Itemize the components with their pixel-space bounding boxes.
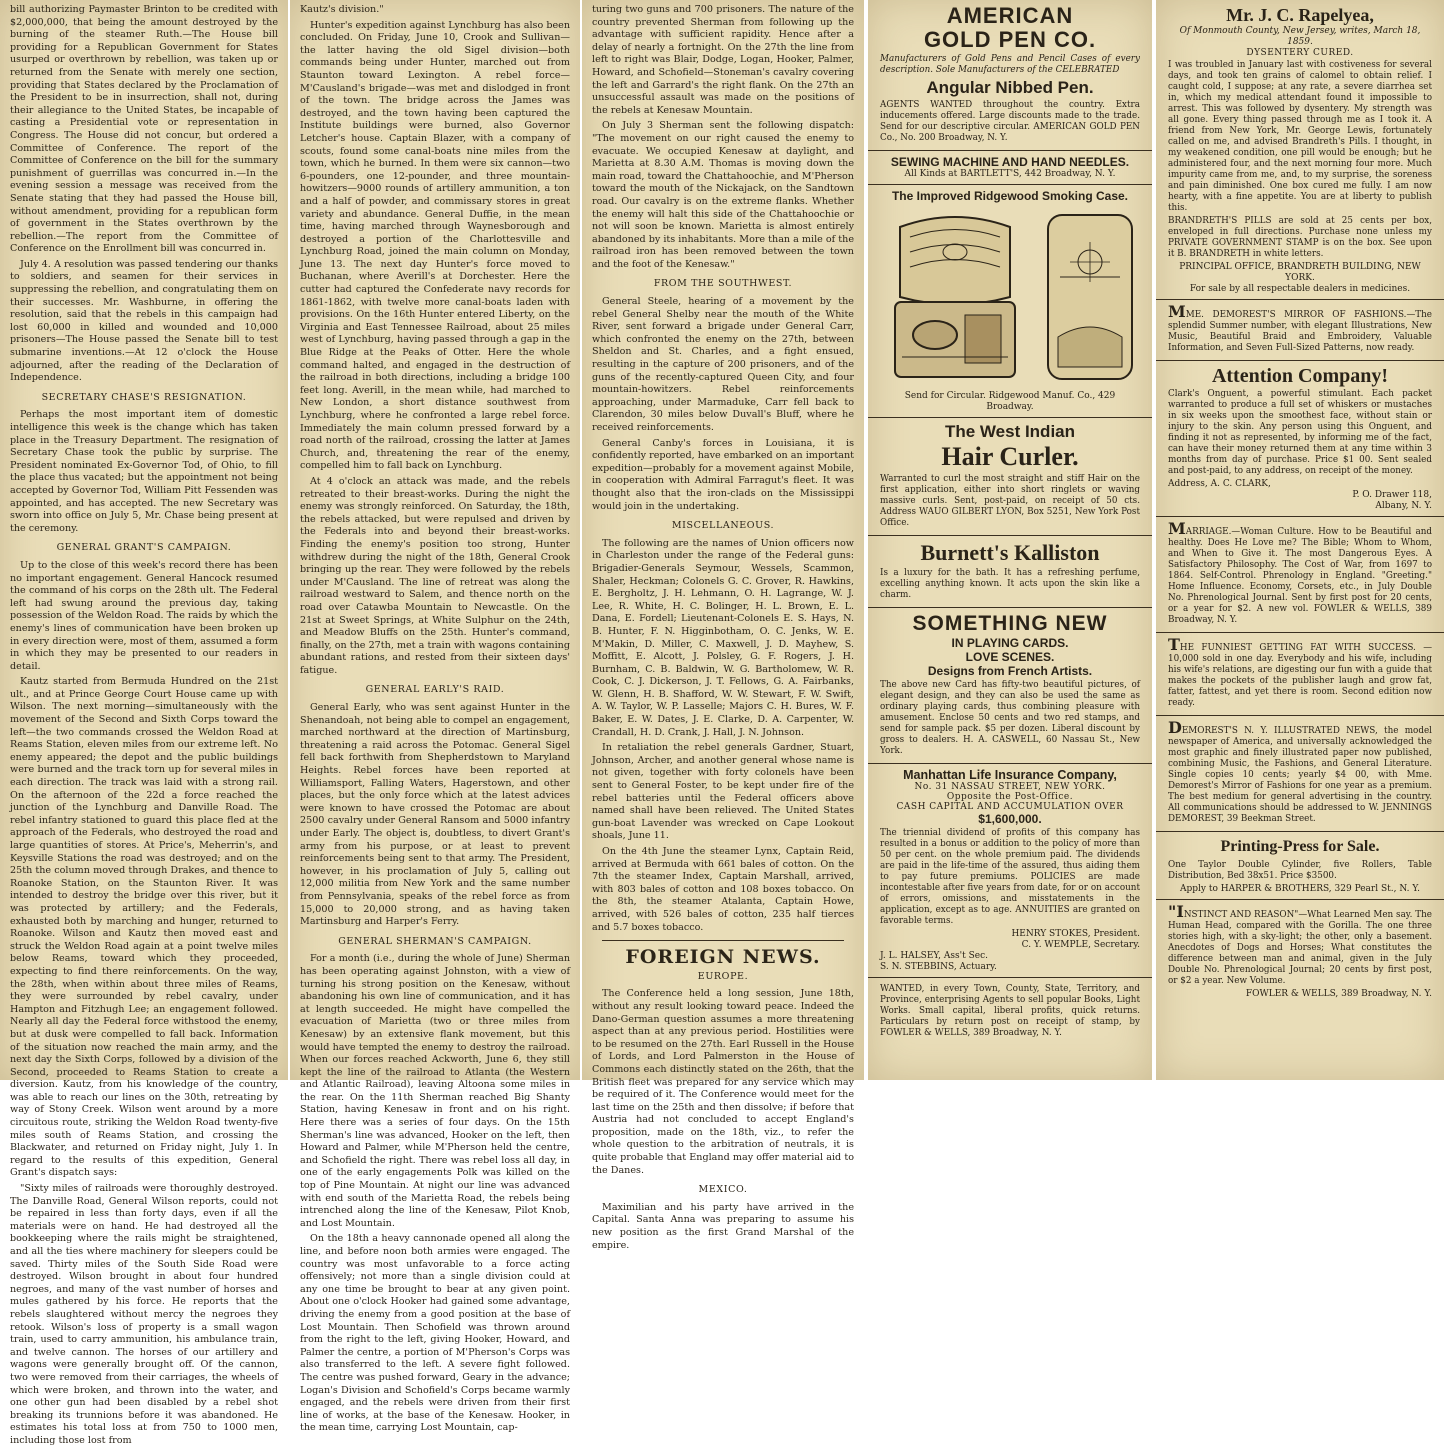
heading-early-raid: GENERAL EARLY'S RAID.	[365, 684, 505, 696]
ad-address: Albany, N. Y.	[1375, 501, 1432, 511]
heading-mexico: MEXICO.	[698, 1184, 748, 1196]
news-column-1	[0, 0, 288, 1446]
col3-paragraph: Maximilian and his party have arrived in the Capital. Santa Anna was preparing to assume his new position as the first Grand Marshal of the empire.	[592, 1201, 854, 1251]
ad-amount: $1,600,000.	[978, 812, 1042, 826]
ad-body: Manufacturers of Gold Pens and Pencil Cases of every description. Sole Manufacturers of the CELEBRATED	[880, 54, 1140, 75]
ad-subtitle: Angular Nibbed Pen.	[926, 78, 1094, 97]
col3-paragraph: The Conference held a long session, June 18th, without any result looking toward peace. Indeed the Dano-German question assumes a more threatening aspect than at any previous period. Hostilities were to be resumed on the 27th. Earl Russell in the House of Lords, and Lord Palmerston in the House of Commons each distinctly stated on the 26th, that the British fleet was prepared for any service which may be required of it. The Conference would meet for the last time on the 25th and then dissolve; if before that Austria had not concluded to accept England's proposition, made on the 18th, viz., to refer the whole question to the arbitration of neutrals, it is quite probable that England may offer material aid to the Danes.	[592, 988, 854, 1176]
ad-instinct-reason	[1156, 900, 1444, 1004]
col3-paragraph: In retaliation the rebel generals Gardner, Stuart, Johnson, Archer, and another general whose name is not given, together with forty colonels have been sent to General Foster, to be kept under fire of the rebel batteries until the Federal officers above named shall have been relieved. The United States gun-boat Lavender was wrecked on Cape Lookout shoals, June 11.	[592, 742, 854, 842]
ad-subtitle: CASH CAPITAL AND ACCUMULATION OVER	[896, 802, 1124, 812]
ad-subtitle: No. 31 NASSAU STREET, NEW YORK.	[914, 782, 1106, 792]
ad-playing-cards	[868, 608, 1152, 764]
ad-title: The Improved Ridgewood Smoking Case.	[891, 189, 1129, 203]
closed-case-illustration	[1040, 207, 1140, 387]
col1-paragraph: Up to the close of this week's record there has been no important engagement. General Hancock resumed the command of his corps on the 28th ult. The Federal left had swung around the previous day, taking possession of the Weldon Road. The raids by which the enemy's lines of communication have been broken up in every direction were, most of them, assumed a form in which they may be presented to our readers in detail.	[10, 559, 278, 672]
ad-title: Attention Company!	[1211, 365, 1389, 387]
col1-paragraph: Kautz started from Bermuda Hundred on the 21st ult., and at Prince George Court House came up with Wilson. The next morning—simultaneously with the movement of the Second and Sixth Corps toward the left—the two commands crossed the Weldon Road at Reams Station, eleven miles from our extreme left. No enemy appeared; the depot and the public buildings were burned and the track torn up for several miles in each direction. The track was laid with a strong rail. On the afternoon of the 22d a force reached the junction of the Lynchburg and Danville Road. The rebel infantry stationed to guard this place fled at the approach of the Federals, who destroyed the road and large quantities of stores. At Price's, Meherrin's, and Keysville Stations the road was destroyed; and on the 25th the column moved through Drakes, and thence to Roanoke Station, on the Staunton River. It was intended to destroy the bridge over this river, but it was protected by artillery; and the Federals, exhausted both by marching and hunger, returned to Roanoke. Wilson and Kautz then moved east and struck the Weldon Road again at a point twelve miles below Reams, toward which they proceeded, expecting to find there reinforcements. On the way, the 28th, when within about three miles of Reams, they were surrounded by rebel cavalry, under Hampton and Fitzhugh Lee; an engagement followed. Nearly all day the Federal force withstood the enemy, but at dusk were compelled to fall back. Information of the situation now reached the main army, and the next day the Sixth Corps, followed by a division of the Second, proceeded to Reams Station to create a diversion. Kautz, from his knowledge of the country, was able to reach our lines on the 30th, retreating by way of Stony Creek. Wilson went around by a more circuitous route, striking the Weldon Road twenty-five miles south of Reams Station, and crossing the Blackwater, and returned on Friday night, July 1. In regard to the results of this expedition, General Grant's dispatch says:	[10, 676, 278, 1179]
ad-body: MARRIAGE.—Woman Culture. How to be Beautiful and healthy. Does He Love me? The Bible; Whom to Whom, and When to Give it. The most Dangerous Eyes. A Satisfactory Philosophy. The Cost of War, from 1697 to 1864. Self-Control. Phrenology in England. "Greeting." Home Influence. Economy, Corsets, etc., in July Double No. Phrenological Journal. Sent by first post for 20 cents, or a year for $2. A new vol. FOWLER & WELLS, 389 Broadway, N. Y.	[1168, 519, 1432, 625]
ad-funniest	[1156, 633, 1444, 716]
heading-chase-resignation: SECRETARY CHASE'S RESIGNATION.	[41, 391, 247, 403]
column-2-text	[290, 0, 580, 1435]
col3-paragraph: turing two guns and 700 prisoners. The nature of the country prevented Sherman from following up the advantage with sufficient rapidity. Hence after a delay of nearly a fortnight. On the 27th the line from left to right was Blair, Dodge, Logan, Hooker, Palmer, Howard, and Schofield—Stoneman's cavalry covering the left and Garrard's the right flank. On the 27th an unsuccessful assault was made on the positions of the rebels at Kenesaw Mountain.	[592, 4, 854, 116]
ads-column-4	[868, 0, 1152, 1080]
col2-paragraph: For a month (i.e., during the whole of June) Sherman has been operating against Johnston, with a view of turning his strong position on the Kenesaw, without abandoning his own line of communication, and it has at length succeeded. He might have compelled the evacuation of Marietta (two or three miles from Kenesaw) by an extensive flank movement, but this would have tempted the enemy to destroy the railroad. When our forces reached Ackworth, June 6, they still kept the line of the railroad to Atlanta (the Western and Atlantic Railroad), leaving Altoona some miles in the rear. On the 11th Sherman reached Big Shanty Station, having Kenesaw in front and on his right. Here there was a series of four days. On the 15th Sherman's line was advanced, Hooker on the left, then Howard and Palmer, while M'Pherson held the centre, and Schofield the right. There was rebel loss all day, in one of the early engagements Polk was killed on the top of Pine Mountain. At night our line was advanced with end south of the Marietta Road, the rebels being intrenched along the line of the Kenesaw, Pilot Knob, and Lost Mountain.	[300, 953, 570, 1229]
col3-paragraph: General Canby's forces in Louisiana, it is confidently reported, have embarked on an important expedition—probably for a movement against Mobile, in cooperation with Admiral Farragut's fleet. It was thought also that the iron-clads on the Mississippi would join in the undertaking.	[592, 437, 854, 512]
ad-body: DEMOREST'S N. Y. ILLUSTRATED NEWS, the model newspaper of America, and universally acknowledged the most graphic and finely illustrated paper now published, combining Music, the Fashions, and General Literature. Single copies 10 cents; yearly $4 00, with Mme. Demorest's Mirror of Fashions for one year as a premium. The best medium for general advertising in the country. All communications should be addressed to W. JENNINGS DEMOREST, 39 Beekman Street.	[1168, 718, 1432, 824]
ads-column-5	[1156, 0, 1444, 1080]
ad-body: For sale by all respectable dealers in medicines.	[1189, 284, 1411, 294]
ad-body: Clark's Onguent, a powerful stimulant. Each packet warranted to produce a full set of whiskers or mustaches in six weeks upon the smoothest face, without stain or injury to the skin. Any person using this Onguent, and finding it not as represented, by informing me of the fact, can have their money returned them at any time within 3 months from day of purchase. Price $1 00. Sent sealed and post-paid, to any address, on receipt of the money.	[1168, 389, 1432, 476]
col2-paragraph: Kautz's division."	[300, 4, 384, 15]
ad-body: Warranted to curl the most straight and stiff Hair on the first application, either into short ringlets or waving massive curls. Sent, post-paid, on receipt of 50 cts. Address WAUO GILBERT LYON, Box 5251, New York Post Office.	[880, 474, 1140, 528]
open-case-illustration	[880, 207, 1030, 387]
ad-subtitle: Opposite the Post-Office.	[946, 792, 1074, 802]
ad-illustrated-news	[1156, 716, 1444, 832]
ad-address: Apply to HARPER & BROTHERS, 329 Pearl St., N. Y.	[1180, 884, 1420, 894]
ad-attention-company	[1156, 361, 1444, 517]
ad-signature: S. N. STEBBINS, Actuary.	[880, 962, 997, 972]
ad-body: MME. DEMOREST'S MIRROR OF FASHIONS.—The splendid Summer number, with elegant Illustrations, New Music, Beautiful Braid and Embroidery, Valuable Information, and Seven Full-Sized Patterns, now ready.	[1168, 302, 1432, 353]
ad-address: P. O. Drawer 118,	[1352, 490, 1432, 500]
ad-office: PRINCIPAL OFFICE, BRANDRETH BUILDING, NEW YORK.	[1179, 262, 1421, 283]
heading-sherman-campaign: GENERAL SHERMAN'S CAMPAIGN.	[338, 935, 532, 947]
ad-title: SOMETHING NEW	[912, 612, 1108, 635]
ad-sewing-needles	[868, 151, 1152, 185]
col3-paragraph: The following are the names of Union officers now in Charleston under the range of the Federal guns: Brigadier-Generals Seymour, Wessels, Scammon, Shaler, Heckman; Colonels G. C. Grover, R. Hawkins, E. Bergholtz, J. H. Lehmann, O. H. Lagrange, W. J. Lee, R. White, H. C. Bolinger, H. L. Brown, E. L. Dana, E. Fordell; Lieutenant-Colonels E. S. Hays, N. B. Hunter, F. N. Higginbotham, O. C. Jenks, W. E. M'Makin, D. Miller, C. Maxwell, J. D. Mayhew, S. Moffitt, E. Alcott, J. Polsley, G. F. Rogers, J. H. Burnham, C. B. Baldwin, W. G. Bartholomew, W. R. Cook, C. J. Dickerson, J. T. Fellows, G. A. Fairbanks, W. Glenn, H. B. Shafford, W. W. Stewart, F. W. Swift, A. W. Taylor, W. P. Lasselle; Majors C. H. Bures, W. F. Baker, E. W. Dates, J. E. Clarke, D. A. Carpenter, W. Crandall, H. D. Crank, J. Hall, J. N. Johnson.	[592, 537, 854, 738]
col1-paragraph: bill authorizing Paymaster Brinton to be credited with $2,000,000, that being the amount destroyed by the burning of the steamer Ruth.—The House bill providing for a Republican Government for States usurped or overthrown by rebellion, was taken up or returned from the Senate with merely one section, providing that States declared by the Proclamation of the President to be in insurrection, shall not, during their allegiance to the United States, be incapable of casting a Presidential vote or representation in Congress. The House did not concur, but ordered a Committee of Conference. The report of the Committee of Conference on the bill for the summary punishment of guerrillas was concurred in.—In the evening session a message was received from the Senate stating that they had passed the House bill, without amendment, providing for a republican form of government in the States overthrown by the rebellion.—The report from the Committee of Conference on the Enrollment bill was concurred in.	[10, 4, 278, 255]
ad-agents-wanted	[868, 978, 1152, 1045]
ad-body: The above new Card has fifty-two beautiful pictures, of elegant design, and they can also be used the same as ordinary playing cards, thus combining pleasure with amusement. Enclose 50 cents and two red stamps, and send for sample pack. $5 per dozen. Liberal discount by gross to dealers. H. A. CASWELL, 60 Nassau St., New York.	[880, 680, 1140, 756]
ad-title: Hair Curler.	[941, 442, 1079, 471]
ad-body: All Kinds at BARTLETT'S, 442 Broadway, N. Y.	[904, 169, 1116, 179]
col3-paragraph: General Steele, hearing of a movement by the rebel General Shelby near the mouth of the White River, sent forward a brigade under General Carr, which confronted the enemy on the 27th, between Sheldon and St. Charles, and a fight ensued, resulting in the capture of 200 prisoners, and of the guns of the recently-captured Queen City, and four mountain-howitzers. Rebel reinforcements approaching, under Marmaduke, Carr fell back to Clarendon, 30 miles below Duvall's Bluff, where he received reinforcements.	[592, 296, 854, 433]
ad-title: GOLD PEN CO.	[923, 27, 1097, 52]
ad-printing-press	[1156, 832, 1444, 900]
ad-subtitle: Designs from French Artists.	[927, 664, 1093, 678]
ad-title: The West Indian	[944, 422, 1076, 441]
ad-address: Address, A. C. CLARK,	[1168, 479, 1271, 489]
ad-subtitle: LOVE SCENES.	[965, 650, 1055, 664]
ad-title: Printing-Press for Sale.	[1220, 838, 1380, 855]
col2-paragraph: At 4 o'clock an attack was made, and the rebels retreated to their breast-works. During the night the enemy was strongly reinforced. On Saturday, the 18th, the rebels attacked, but were repulsed and driven by the Federals into and beyond their breast-works. Finding the enemy's position too strong, Hunter withdrew during the night of the 18th, General Crook bringing up the rear. They were followed by the rebels under M'Causland. The line of retreat was along the railroad westward to Salem, and thence north on the road over Catawba Mountain to Newcastle. On the 21st at Sweet Springs, at White Sulphur on the 24th, and Meadow Bluffs on the 25th. Hunter's command, finally, on the 27th, met a train with wagons containing abundant rations, and rested from their sixteen days' fatigue.	[300, 475, 570, 676]
ad-body: THE FUNNIEST GETTING FAT WITH SUCCESS. —10,000 sold in one day. Everybody and his wife, including his wife's relations, are digesting our fun with a guide that makes the pockets of the publisher laugh and grow fat, fatter, fattest, and yet there is room. Second edition now ready.	[1168, 635, 1432, 708]
heading-miscellaneous: MISCELLANEOUS.	[671, 520, 775, 532]
news-column-3	[582, 0, 864, 1251]
ad-smoking-case	[868, 185, 1152, 418]
ad-subtitle: IN PLAYING CARDS.	[951, 636, 1069, 650]
col2-paragraph: On the 18th a heavy cannonade opened all along the line, and before noon both armies were engaged. The country was most unfavorable to a force acting offensively; not more than a single division could at any one time be brought to bear at any given point. About one o'clock Hooker had gained some advantage, driving the enemy from a good position at the base of Lost Mountain. Then Schofield was thrown around from the right to the left, giving Hooker, Howard, and Palmer the centre, a portion of M'Pherson's Corps was also transferred to the left. A severe fight followed. The centre was pushed forward, Geary in the advance; Logan's Division and Schofield's Corps became warmly engaged, and the rebels were driven from their first line of works, at the base of the Kenesaw. Hooker, in the mean time, carrying Lost Mountain, cap-	[300, 1233, 570, 1434]
heading-southwest: FROM THE SOUTHWEST.	[653, 278, 793, 290]
col3-paragraph: On the 4th June the steamer Lynx, Captain Reid, arrived at Bermuda with 661 bales of cotton. On the 7th the steamer Index, Captain Marshall, arrived, with 803 bales of cotton and 108 boxes tobacco. On the 8th, the steamer Atalanta, Captain Howe, arrived, with 526 bales of cotton, 235 half tierces and 5.7 boxes tobacco.	[592, 846, 854, 933]
ad-signature: HENRY STOKES, President.	[1011, 929, 1140, 939]
column-1-text	[0, 0, 288, 1448]
ad-title: Burnett's Kalliston	[920, 540, 1100, 565]
ad-kalliston	[868, 536, 1152, 608]
ad-body: BRANDRETH'S PILLS are sold at 25 cents per box, enveloped in full directions. Purchase none unless my PRIVATE GOVERNMENT STAMP is on the box. See upon it B. BRANDRETH in white letters.	[1168, 216, 1432, 259]
ad-rapelyea	[1156, 0, 1444, 300]
heading-foreign-news: FOREIGN NEWS.	[625, 946, 821, 969]
col1-paragraph: Perhaps the most important item of domestic intelligence this week is the change which has taken place in the Treasury Department. The resignation of Secretary Chase took the public by surprise. The President nominated Ex-Governor Tod, of Ohio, to fill the place thus vacated; but the appointment not being accepted by Governor Tod, William Pitt Fessenden was appointed, and has accepted. The new Secretary was sworn into office on July 5, Mr. Chase being present at the ceremony.	[10, 409, 278, 534]
ad-signature: J. L. HALSEY, Ass't Sec.	[880, 951, 988, 961]
ad-title: Manhattan Life Insurance Company,	[903, 768, 1117, 782]
col2-paragraph: General Early, who was sent against Hunter in the Shenandoah, not being able to compel an engagement, marched northward at the direction of Martinsburg, threatening a raid across the Potomac. General Sigel fell back forthwith from Shepherdstown to Maryland Heights. Rebel forces have been reported at Williamsport, Falling Waters, Hagerstown, and other places, but the only force which at the latest advices were known to have crossed the Potomac are about 2500 cavalry under General Ransom and 5000 infantry under Early. The object is, doubtless, to divert Grant's army from his purpose, or at least to prevent reinforcements being sent to that army. The President, however, in his proclamation of July 5, calling out 12,000 militia from New York and the same number from Pennsylvania, speaks of the rebel force as from 15,000 to 20,000 strong, and as having taken Martinsburg and Harper's Ferry.	[300, 702, 570, 928]
ad-title: AMERICAN	[946, 3, 1074, 28]
ad-demorest-mirror	[1156, 300, 1444, 361]
ad-title: SEWING MACHINE AND HAND NEEDLES.	[890, 155, 1130, 169]
ad-body: Is a luxury for the bath. It has a refreshing perfume, excelling anything known. It acts upon the skin like a charm.	[880, 568, 1140, 600]
col1-paragraph: July 4. A resolution was passed tendering our thanks to soldiers, and seamen for their services in suppressing the rebellion, and congratulating them on their successes. Mr. Washburne, in offering the resolution, said that the rebels in this campaign had lost 60,000 in killed and wounded and 10,000 prisoners—The House passed the Senate bill to test submarine inventions.—At 12 o'clock the House adjourned, after the reading of the Declaration of Independence.	[10, 258, 278, 384]
col2-paragraph: Hunter's expedition against Lynchburg has also been concluded. On Friday, June 10, Crook and Sullivan—the latter having the old Sigel division—both commands being under Hunter, marched out from Staunton toward Lexington. A rebel force—M'Causland's brigade—was met and dislodged in front of the town. The bridge across the James was destroyed, and the town having been captured the Institute buildings were burned, also Governor Letcher's house. Captain Blazer, with a company of scouts, found some canal-boats nine miles from the town, which he burned. In them were six cannon—two 6-pounders, one 12-pounder, and three mountain-howitzers—9000 rounds of artillery ammunition, a ton and a half of powder, and commissary stores in great variety and abundance. General Duffie, in the mean time, having marched through Waynesborough and destroyed a portion of the Charlottesville and Lynchburg Road, joined the main column on Monday, June 13. The next day Hunter's force moved to Buchanan, where Averill's at Dorchester. Here the cutter had captured the Confederate navy records for 1861-1862, with twelve more canal-boats laden with provisions. On the 16th Hunter entered Liberty, on the Virginia and East Tennessee Railroad, about 25 miles west of Lynchburg, having passed through a gap in the Blue Ridge at the Peaks of Otter. Here the whole command halted, and engaged in the destruction of the railroad in both directions, including a bridge 100 feet long. Averill, in the mean while, had marched to New London, a short distance southwest from Lynchburg, where he confronted a large rebel force. Immediately the main column pressed forward by a road north of the railroad, crossing the latter at James Church, and, threatening the rear of the enemy, compelled him to fall back on Lynchburg.	[300, 19, 570, 472]
ad-body: "INSTINCT AND REASON"—What Learned Men say. The Human Head, compared with the Gorilla. The one three stories high, with a sky-light; the other, only a basement. Anecdotes of Dogs and Horses; What constitutes the difference between man and animal, given in the July Double No. Phrenological Journal; 20 cents by first post, or $2 a year. New Volume.	[1168, 902, 1432, 986]
col3-paragraph: On July 3 Sherman sent the following dispatch: "The movement on our right caused the enemy to evacuate. We occupied Kenesaw at daylight, and Marietta at 8.30 A.M. Thomas is moving down the main road, toward the Chattahoochie, and M'Pherson toward the mouth of the Nickajack, on the Sandtown road. Our cavalry is on the extreme flanks. Whether the enemy will halt this side of the Chattahoochie or not will soon be known. Marietta is almost entirely abandoned by its inhabitants. More than a mile of the railroad iron has been removed between the town and the foot of the Kenesaw."	[592, 120, 854, 270]
smoking-case-illustration	[880, 207, 1140, 387]
ad-manhattan-life	[868, 764, 1152, 978]
ad-subtitle: Of Monmouth County, New Jersey, writes, March 18, 1859.	[1179, 26, 1421, 47]
ad-body: The triennial dividend of profits of this company has resulted in a bonus or addition to the policy of more than 50 per cent. on the whole premium paid. The dividends are paid in the life-time of the assured, thus aiding them to pay future premiums. POLICIES are made incontestable after five years from date, for or on account of errors, omissions, and misstatements in the application, except as to age. ANNUITIES are granted on favorable terms.	[880, 828, 1140, 926]
ad-hair-curler	[868, 418, 1152, 536]
ad-subtitle: DYSENTERY CURED.	[1246, 48, 1354, 58]
ad-body: WANTED, in every Town, County, State, Territory, and Province, enterprising Agents to sell popular Books, Light Works. Small capital, liberal profits, quick returns. Particulars by return post on receipt of stamp, by FOWLER & WELLS, 389 Broadway, N. Y.	[880, 984, 1140, 1038]
ad-address: FOWLER & WELLS, 389 Broadway, N. Y.	[1245, 989, 1432, 999]
ad-body: I was troubled in January last with costiveness for several days, and took ten grains of calomel to obtain relief. I caught cold, I suppose; at any rate, a severe diarrhea set in, which my medical attendant found it impossible to arrest. This was followed by dysentery. My strength was all gone. Every thing passed through me as I took it. A friend from New York, Mr. George Lewis, fortunately called on me, and advised Brandreth's Pills. I thought, in my weakened condition, one pill would be enough; but he administered four, and the next morning four more. Much impurity came from me, and, to my surprise, the soreness and pain diminished. One box cured me fully. I am now hearty, with a fine appetite. You are at liberty to publish this.	[1168, 60, 1432, 213]
heading-europe: EUROPE.	[697, 970, 749, 982]
ad-title: Mr. J. C. Rapelyea,	[1226, 5, 1374, 25]
heading-grant-campaign: GENERAL GRANT'S CAMPAIGN.	[56, 542, 232, 554]
col1-paragraph: "Sixty miles of railroads were thoroughly destroyed. The Danville Road, General Wilson reports, could not be repaired in less than forty days, even if all the materials were on hand. He had destroyed all the bookkeeping where the rails might be straightened, and all the ties where machinery for sleepers could be saved. Thirty miles of the South Side Road were destroyed. Wilson brought in about four hundred negroes, and many of the vast number of horses and mules gathered by his force. He reports that the rebels slaughtered without mercy the negroes they retook. Wilson's loss of property is a small wagon train, used to carry ammunition, his ambulance train, and twelve cannon. The horses of our artillery and wagons were generally brought off. Of the cannon, two were removed from their carriages, the wheels of which were broken, and thrown into the water, and one other gun had been disabled by a rebel shot breaking its trunnions before it was abandoned. He estimates his total loss at from 750 to 1000 men, including those lost from	[10, 1183, 278, 1446]
column-3-text	[582, 0, 864, 1252]
ad-gold-pen	[868, 0, 1152, 151]
ad-body: AGENTS WANTED throughout the country. Extra inducements offered. Large discounts made to the trade. Send for our descriptive circular. AMERICAN GOLD PEN Co., No. 200 Broadway, N. Y.	[880, 100, 1140, 143]
divider	[602, 940, 844, 941]
ad-signature: C. Y. WEMPLE, Secretary.	[1021, 940, 1140, 950]
news-column-2	[290, 0, 580, 1434]
ad-body: Send for Circular. Ridgewood Manuf. Co., 429 Broadway.	[904, 391, 1116, 412]
ad-body: One Taylor Double Cylinder, five Rollers, Table Distribution, Bed 38x51. Price $3500.	[1168, 860, 1432, 881]
ad-marriage	[1156, 517, 1444, 633]
